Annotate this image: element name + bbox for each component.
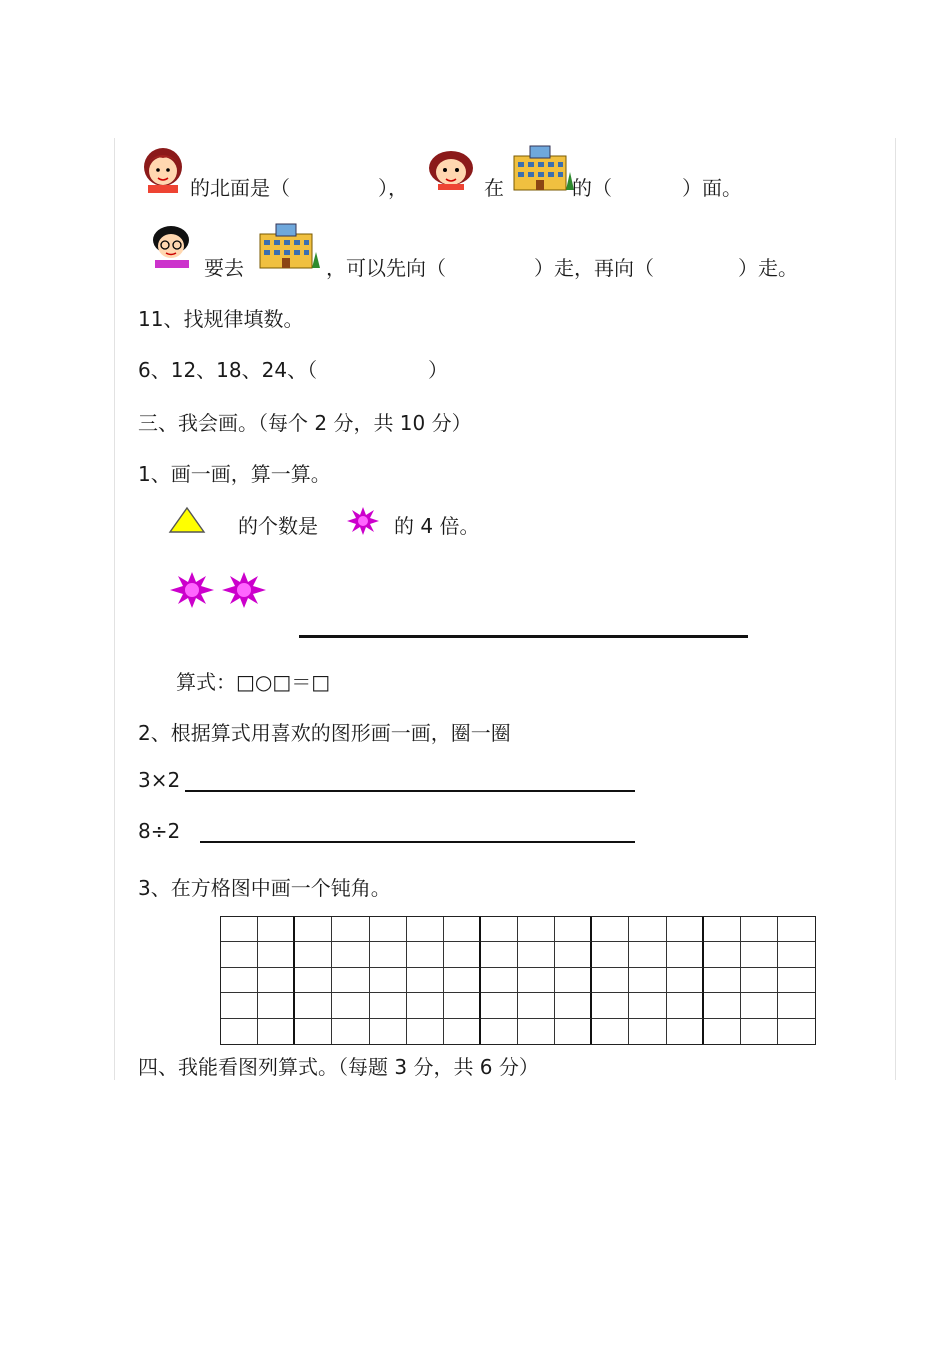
grid-cell[interactable]: [518, 942, 555, 967]
grid-cell[interactable]: [592, 968, 629, 993]
building-icon-2: [256, 218, 320, 270]
grid-cell[interactable]: [741, 1019, 778, 1044]
grid-cell[interactable]: [221, 1019, 258, 1044]
grid-cell[interactable]: [407, 993, 444, 1018]
grid-cell[interactable]: [555, 993, 592, 1018]
grid-cell[interactable]: [518, 1019, 555, 1044]
grid-cell[interactable]: [704, 993, 741, 1018]
grid-cell[interactable]: [555, 917, 592, 942]
q-direction-line2-b: ，可以先向（: [326, 256, 446, 280]
grid-cell[interactable]: [444, 942, 481, 967]
grid-cell[interactable]: [370, 917, 407, 942]
grid-cell[interactable]: [778, 942, 815, 967]
star-burst-pair-icon: [166, 570, 272, 610]
section3-q3-title: 3、在方格图中画一个钝角。: [138, 876, 391, 900]
grid-cell[interactable]: [778, 1019, 815, 1044]
grid-cell[interactable]: [221, 917, 258, 942]
section3-q1-formula: 算式：□○□＝□: [176, 670, 331, 694]
grid-cell[interactable]: [407, 917, 444, 942]
answer-line-8div2[interactable]: [200, 841, 635, 843]
grid-cell[interactable]: [667, 942, 704, 967]
grid-cell[interactable]: [221, 968, 258, 993]
grid-cell[interactable]: [370, 968, 407, 993]
grid-cell[interactable]: [629, 968, 666, 993]
q-direction-line1-b: ），: [378, 176, 408, 200]
grid-cell[interactable]: [332, 1019, 369, 1044]
square-grid[interactable]: [220, 916, 816, 1045]
grid-cell[interactable]: [667, 993, 704, 1018]
grid-cell[interactable]: [221, 942, 258, 967]
grid-cell[interactable]: [704, 942, 741, 967]
section3-q1-title: 1、画一画，算一算。: [138, 462, 331, 486]
section4-title: 四、我能看图列算式。（每题 3 分，共 6 分）: [138, 1055, 539, 1079]
grid-cell[interactable]: [481, 942, 518, 967]
grid-cell[interactable]: [444, 1019, 481, 1044]
q11-close: ）: [428, 358, 448, 382]
grid-cell[interactable]: [592, 942, 629, 967]
grid-cell[interactable]: [481, 1019, 518, 1044]
grid-cell[interactable]: [481, 968, 518, 993]
answer-line-3x2[interactable]: [185, 790, 635, 792]
section3-q2-title: 2、根据算式用喜欢的图形画一画，圈一圈: [138, 721, 511, 745]
q11-title: 11、找规律填数。: [138, 307, 304, 331]
grid-cell[interactable]: [518, 968, 555, 993]
grid-cell[interactable]: [481, 917, 518, 942]
grid-cell[interactable]: [444, 993, 481, 1018]
grid-cell[interactable]: [741, 993, 778, 1018]
grid-cell[interactable]: [295, 968, 332, 993]
grid-cell[interactable]: [370, 942, 407, 967]
grid-cell[interactable]: [258, 993, 295, 1018]
grid-cell[interactable]: [778, 968, 815, 993]
grid-cell[interactable]: [370, 993, 407, 1018]
grid-cell[interactable]: [629, 917, 666, 942]
grid-cell[interactable]: [555, 968, 592, 993]
grid-cell[interactable]: [555, 1019, 592, 1044]
grid-cell[interactable]: [407, 1019, 444, 1044]
grid-cell[interactable]: [592, 917, 629, 942]
grid-cell[interactable]: [629, 942, 666, 967]
grid-cell[interactable]: [741, 942, 778, 967]
grid-cell[interactable]: [704, 968, 741, 993]
grid-cell[interactable]: [667, 917, 704, 942]
q-direction-line1-c: 在: [484, 176, 504, 200]
grid-cell[interactable]: [332, 917, 369, 942]
grid-cell[interactable]: [592, 993, 629, 1018]
grid-cell[interactable]: [518, 917, 555, 942]
grid-cell[interactable]: [407, 968, 444, 993]
section3-title: 三、我会画。（每个 2 分，共 10 分）: [138, 411, 472, 435]
grid-cell[interactable]: [704, 1019, 741, 1044]
q11-sequence: 6、12、18、24、（: [138, 358, 318, 382]
grid-cell[interactable]: [778, 917, 815, 942]
grid-cell[interactable]: [407, 942, 444, 967]
q-direction-line2-a: 要去: [204, 256, 244, 280]
grid-cell[interactable]: [258, 1019, 295, 1044]
grid-cell[interactable]: [370, 1019, 407, 1044]
section3-q2-expr2: 8÷2: [138, 819, 181, 843]
girl-head-icon: [138, 143, 188, 193]
grid-cell[interactable]: [555, 942, 592, 967]
girl-with-glasses-icon: [145, 222, 201, 270]
section3-q1-text-a: 的个数是: [238, 514, 318, 538]
star-burst-icon: [346, 506, 380, 536]
triangle-icon: [168, 506, 206, 534]
building-icon: [510, 142, 574, 192]
section3-q2-expr1: 3×2: [138, 768, 181, 792]
grid-cell[interactable]: [481, 993, 518, 1018]
girl-head-icon-2: [422, 148, 480, 190]
grid-cell[interactable]: [667, 968, 704, 993]
answer-line-q1[interactable]: [299, 635, 748, 638]
q-direction-line2-d: ）走。: [738, 256, 798, 280]
grid-cell[interactable]: [518, 993, 555, 1018]
grid-cell[interactable]: [741, 917, 778, 942]
grid-cell[interactable]: [258, 942, 295, 967]
section3-q1-text-b: 的 4 倍。: [394, 514, 480, 538]
grid-cell[interactable]: [741, 968, 778, 993]
grid-cell[interactable]: [629, 1019, 666, 1044]
grid-cell[interactable]: [667, 1019, 704, 1044]
grid-cell[interactable]: [629, 993, 666, 1018]
grid-cell[interactable]: [444, 917, 481, 942]
q-direction-line1-d: 的（: [572, 176, 612, 200]
grid-cell[interactable]: [778, 993, 815, 1018]
grid-cell[interactable]: [332, 942, 369, 967]
grid-cell[interactable]: [592, 1019, 629, 1044]
grid-cell[interactable]: [258, 968, 295, 993]
grid-cell[interactable]: [295, 1019, 332, 1044]
q-direction-line1-a: 的北面是（: [190, 176, 290, 200]
grid-cell[interactable]: [444, 968, 481, 993]
grid-cell[interactable]: [332, 968, 369, 993]
grid-cell[interactable]: [258, 917, 295, 942]
grid-cell[interactable]: [295, 993, 332, 1018]
q-direction-line2-c: ）走，再向（: [534, 256, 654, 280]
grid-cell[interactable]: [295, 942, 332, 967]
grid-cell[interactable]: [704, 917, 741, 942]
grid-cell[interactable]: [221, 993, 258, 1018]
grid-cell[interactable]: [332, 993, 369, 1018]
grid-cell[interactable]: [295, 917, 332, 942]
q-direction-line1-e: ）面。: [682, 176, 742, 200]
